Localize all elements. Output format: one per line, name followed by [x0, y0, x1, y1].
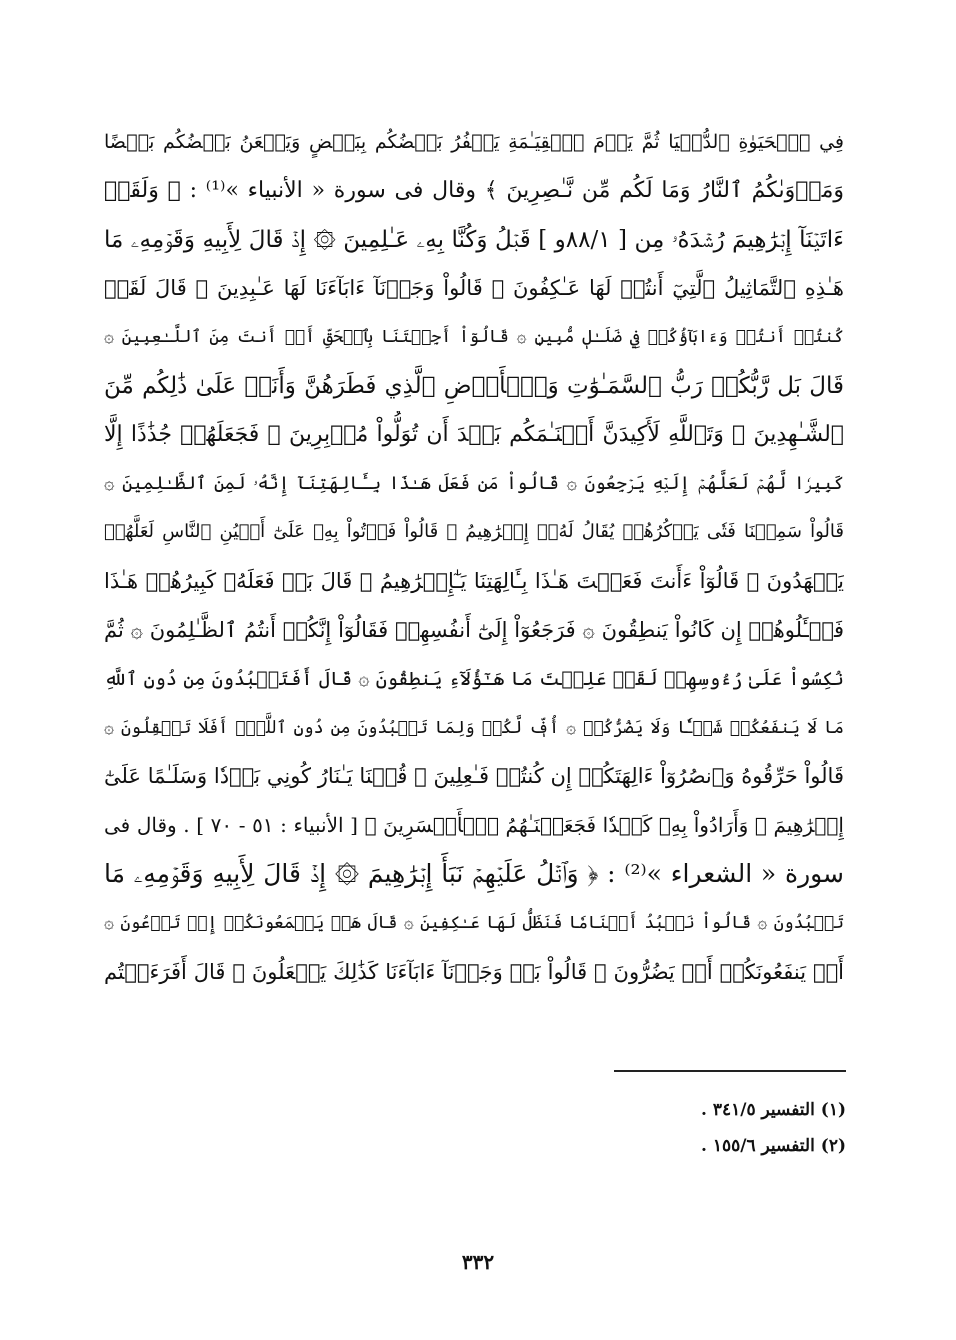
- text-line: قَالَ بَل رَّبُّكُمۡ رَبُّ ٱلسَّمَـٰوَٰتِ وَٱلۡأَرۡضِ ٱلَّذِي فَطَرَهُنَّ وَأَنَا۠ عَلَىٰ ذَٰلِكُم مِّنَ: [104, 372, 844, 399]
- text-line: إِبۡرَٰهِيمَ ۞ وَأَرَادُواْ بِهِۦ كَيۡدٗا فَجَعَلۡنَـٰهُمُ ٱلۡأَخۡسَرِينَ ﴾ [ الأنبياء : ٥١ - ٧٠ ] . وقال فى: [104, 813, 844, 838]
- text-line: مَا لَا يَنفَعُكُمۡ شَيۡـٔٗا وَلَا يَضُرُّكُمۡ ۞ أُفّٖ لَّكُمۡ وَلِمَا تَعۡبُدُونَ مِن دُونِ ٱللَّهِۚ أَفَلَا تَعۡقِلُونَ ۞: [104, 717, 844, 738]
- main-text: [104, 118, 844, 996]
- text-line: تَعۡبُدُونَ ۞ قَالُواْ نَعۡبُدُ أَصۡنَامٗا فَنَظَلُّ لَهَا عَـٰكِفِينَ ۞ قَالَ هَلۡ يَسۡمَعُونَكُمۡ إِذۡ تَدۡعُونَ ۞: [104, 912, 844, 933]
- text-line: نُكِسُواْ عَلَىٰ رُءُوسِهِمۡ لَقَدۡ عَلِمۡتَ مَا هَـٰٓؤُلَآءِ يَنطِقُونَ ۞ قَالَ أَفَتَعۡبُدُونَ مِن دُونِ ٱللَّهِ: [104, 667, 844, 690]
- text-line: سورة « الشعراء »⁽²⁾ : ﴿ وَٱتۡلُ عَلَيۡهِمۡ نَبَأَ إِبۡرَٰهِيمَ ۞ إِذۡ قَالَ لِأَبِيهِ وَقَوۡمِهِۦ مَا: [104, 858, 844, 888]
- text-line: يَشۡهَدُونَ ۞ قَالُوٓاْ ءَأَنتَ فَعَلۡتَ هَـٰذَا بِـَٔالِهَتِنَا يَـٰٓإِبۡرَٰهِيمُ ۞ قَالَ بَلۡ فَعَلَهُۥ كَبِيرُهُمۡ هَـٰذَا: [104, 569, 844, 594]
- text-line: وَمَأۡوَىٰكُمُ ٱلنَّارُ وَمَا لَكُم مِّن نَّـٰصِرِينَ ﴾ وقال فى سورة « الأنبياء »⁽¹⁾ : ﴿ وَلَقَدۡ: [104, 177, 844, 203]
- text-line: كُنتُمۡ أَنتُمۡ وَءَابَآؤُكُمۡ فِي ضَلَـٰلٖ مُّبِينٖ ۞ قَالُوٓاْ أَجِئۡتَنَا بِٱلۡحَقِّ أَمۡ أَنتَ مِنَ ٱللَّـٰعِبِينَ ۞: [104, 327, 844, 348]
- text-line: قَالُواْ حَرِّقُوهُ وَٱنصُرُوٓاْ ءَالِهَتَكُمۡ إِن كُنتُمۡ فَـٰعِلِينَ ۞ قُلۡنَا يَـٰنَارُ كُونِي بَرۡدٗا وَسَلَـٰمًا عَلَىٰٓ: [104, 764, 844, 789]
- footnote-divider: [614, 1070, 846, 1072]
- text-line: فَسۡـَٔلُوهُمۡ إِن كَانُواْ يَنطِقُونَ ۞ فَرَجَعُوٓاْ إِلَىٰٓ أَنفُسِهِمۡ فَقَالُوٓاْ إِنَّكُمۡ أَنتُمُ ٱلظَّـٰلِمُونَ ۞ ثُمَّ: [104, 617, 844, 642]
- text-line: ءَاتَيۡنَآ إِبۡرَٰهِيمَ رُشۡدَهُۥ مِن [ ٨٨/١و ] قَبۡلُ وَكُنَّا بِهِۦ عَـٰلِمِينَ ۞ إِذۡ قَالَ لِأَبِيهِ وَقَوۡمِهِۦ مَا: [104, 226, 844, 253]
- footnotes: [560, 1092, 846, 1164]
- text-line: هَـٰذِهِ ٱلتَّمَاثِيلُ ٱلَّتِيٓ أَنتُمۡ لَهَا عَـٰكِفُونَ ۞ قَالُواْ وَجَدۡنَآ ءَابَآءَنَا لَهَا عَـٰبِدِينَ ۞ قَالَ لَقَدۡ: [104, 276, 844, 301]
- text-line: أَوۡ يَنفَعُونَكُمۡ أَوۡ يَضُرُّونَ ۞ قَالُواْ بَلۡ وَجَدۡنَآ ءَابَآءَنَا كَذَٰلِكَ يَفۡعَلُونَ ۞ قَالَ أَفَرَءَيۡتُم: [104, 959, 844, 984]
- page-number: ٣٣٢: [461, 1250, 495, 1274]
- text-line: قَالُواْ سَمِعۡنَا فَتٗى يَذۡكُرُهُمۡ يُقَالُ لَهُۥٓ إِبۡرَٰهِيمُ ۞ قَالُواْ فَأۡتُواْ بِهِۦ عَلَىٰٓ أَعۡيُنِ ٱلنَّاسِ لَعَلَّهُمۡ: [104, 521, 844, 543]
- text-line: ٱلشَّـٰهِدِينَ ۞ وَتَٱللَّهِ لَأَكِيدَنَّ أَصۡنَـٰمَكُم بَعۡدَ أَن تُوَلُّواْ مُدۡبِرِينَ ۞ فَجَعَلَهُمۡ جُذَٰذًا إِلَّا: [104, 421, 844, 447]
- footnote-1: (١) التفسير ٣٤١/٥ .: [701, 1100, 846, 1120]
- footnote-2: (٢) التفسير ١٥٥/٦ .: [701, 1136, 846, 1156]
- text-line: فِي ٱلۡحَيَوٰةِ ٱلدُّنۡيَا ثُمَّ يَوۡمَ ٱلۡقِيَـٰمَةِ يَكۡفُرُ بَعۡضُكُم بِبَعۡضٍ وَيَلۡعَنُ بَعۡضُكُم بَعۡضًا: [104, 131, 844, 153]
- text-line: كَبِيرٗا لَّهُمۡ لَعَلَّهُمۡ إِلَيۡهِ يَرۡجِعُونَ ۞ قَالُواْ مَن فَعَلَ هَـٰذَا بِـَٔالِهَتِنَآ إِنَّهُۥ لَمِنَ ٱلظَّـٰلِمِينَ ۞: [104, 472, 844, 494]
